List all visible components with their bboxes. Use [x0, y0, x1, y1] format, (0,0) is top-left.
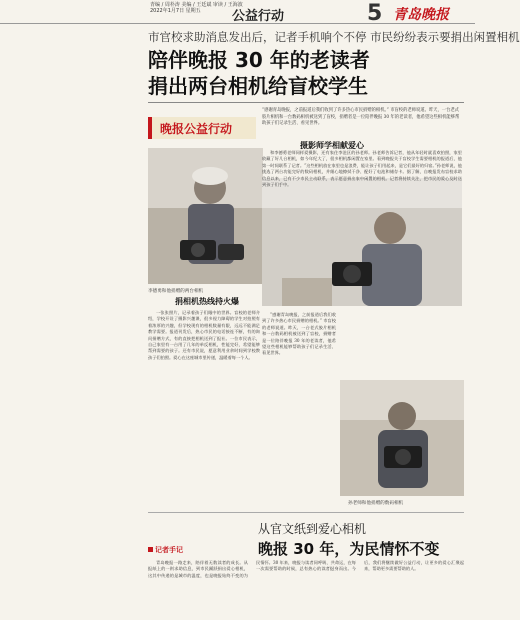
- photo-1-image: [148, 148, 263, 284]
- photo-3-caption: 孙老师和他捐赠的数码相机: [348, 501, 404, 506]
- photo-1-caption: 李德勇和他捐赠的两台相机: [148, 289, 204, 294]
- label-marker-icon: [148, 547, 153, 552]
- hotline-text: 一张张照片，记录着孩子们眼中的世界。盲校的老师介绍，学校开设了摄影兴趣课，很多视力障碍的学生对拍照有着浓厚的兴趣，但学校现有的相机数量有限，远远不能满足教学需要。报道刊发后，热心市民的电话接连不断，有的询问捐赠方式，有的直接把相机送到了报社。一位市民表示，自己家里有一台用了几年的单反相机，性能完好，希望能够帮到需要的孩子。还有市民说，愿意利用业余时间到学校教孩子们拍照。爱心在这座城市里传递，温暖着每一个人。: [148, 310, 260, 360]
- subhead-hotline: 捐相机热线持火爆: [175, 297, 239, 306]
- subhead-photographer: 摄影师学相献爱心: [300, 141, 364, 150]
- photo-teacher-camera: [340, 380, 464, 496]
- section-divider: [148, 512, 464, 513]
- bottom-kicker: 从官文纸到爱心相机: [258, 522, 367, 536]
- credits-line: 青编 / 周朴涛 美编 / 王廷斌 审读 / 王海波: [150, 2, 243, 8]
- reporter-note-label: [148, 545, 183, 555]
- headline-rule: [148, 102, 464, 103]
- page-number: 5: [367, 1, 383, 26]
- headline-line-2: 捐出两台相机给盲校学生: [148, 74, 368, 98]
- photo-donor-with-cameras: [148, 148, 263, 284]
- bottom-body-text: 青岛晚报一路走来，陪伴着无数读者的成长。从报纸上的一则求助信息，到市民踊跃捐出爱心相机，这其中传递的是城市的温度，也是晚报始终不变的为民情怀。30 年来，晚报与读者同呼吸、共命运，在每一次需要帮助的时候，总有热心的读者挺身而出。今后，我们将继续做好公益行动，让更多的爱心汇聚起来，帮助更多需要帮助的人。: [148, 560, 464, 578]
- column-label: 晚报公益行动: [160, 122, 233, 136]
- section-title: 公益行动: [232, 9, 285, 24]
- newspaper-logo: 青岛晚报: [393, 7, 449, 23]
- bottom-body: [148, 560, 464, 616]
- body-column-3: [262, 312, 336, 512]
- article-intro: “感谢青岛晚报，之前报道后我们收到了许多热心市民捐赠的相机。” 市盲校的老师说道。昨天，一台老式胶片相机和一台数码相机被送到了盲校，捐赠者是一位陪伴晚报 30 年的老读者，他希望这些相机能够帮助孩子们记录生活、看见世界。: [262, 108, 460, 127]
- body-column-2: [262, 150, 462, 310]
- photo-3-image: [340, 380, 464, 496]
- page-header: [0, 0, 475, 24]
- column-label-box: [148, 117, 256, 139]
- photographer-text: 和李德勇老师同样爱摄影，还有家住李沧区的孙老师。孙老师告诉记者，他从年轻时就喜欢拍照，家里收藏了好几台相机，如今年纪大了，很多相机都闲置在家里。看到晚报关于盲校学生需要相机的报道后，他第一时间联系了记者。“这些相机放在家里也是浪费，能让孩子们用起来，是它们最好的归宿。”孙老师说，他挑选了两台功能完好的数码相机，并细心地擦拭干净、配好了电池和储存卡。据了解，自晚报发布盲校求助信息以来，已有不少市民主动联系，表示愿意捐出家中闲置的相机。记者将持续关注，把市民的爱心及时送到孩子们手中。: [262, 150, 462, 188]
- body-column-1: [148, 310, 260, 510]
- bottom-headline: 晚报 30 年，为民情怀不变: [258, 540, 440, 558]
- reporter-note-text: 记者手记: [155, 546, 183, 554]
- article-kicker: 市官校求助消息发出后，记者手机响个不停 市民纷纷表示要捐出闲置相机: [148, 30, 520, 44]
- headline-line-1: 陪伴晚报 30 年的老读者: [148, 48, 370, 72]
- editor-credits: [150, 2, 243, 14]
- date-line: 2022年1月7日 星期五: [150, 8, 201, 14]
- column-3-text: “感谢青岛晚报，之前报道后我们收到了许多热心市民捐赠的相机。” 市盲校的老师说道。昨天，一台老式胶片相机和一台数码相机被送到了盲校，捐赠者是一位陪伴晚报 30 年的老读者，他希望这些相机能够帮助孩子们记录生活、看见世界。: [262, 312, 336, 356]
